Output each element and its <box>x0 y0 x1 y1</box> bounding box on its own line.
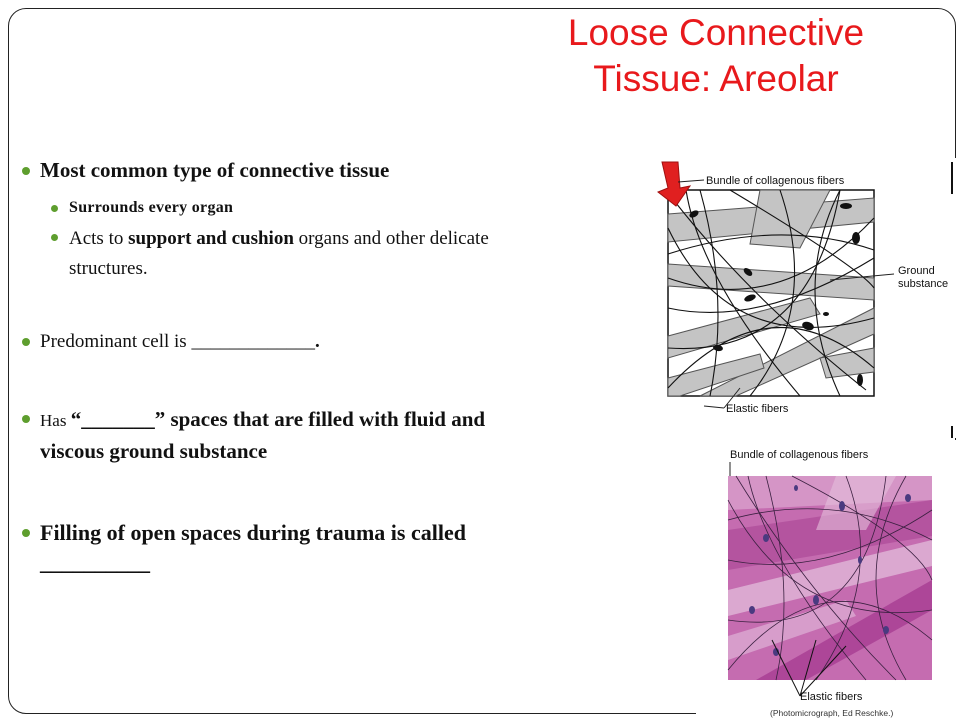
bullet-text: Predominant cell is <box>40 331 192 352</box>
bullet-period: . <box>314 331 320 352</box>
sub-bullet-support <box>50 224 510 284</box>
bullet-text: Surrounds every organ <box>69 199 234 216</box>
micrograph-image <box>728 476 932 680</box>
bullet-text: Filling of open spaces during trauma is called <box>40 520 466 545</box>
micrograph-credit: (Photomicrograph, Ed Reschke.) <box>770 708 894 718</box>
areolar-photomicrograph <box>696 440 960 720</box>
micrograph-label-collagen: Bundle of collagenous fibers <box>730 449 869 461</box>
areolar-line-diagram <box>640 158 956 438</box>
bold-phrase: support and cushion <box>128 228 294 249</box>
bullet-list <box>20 150 510 578</box>
bullet-most-common <box>20 156 510 184</box>
fill-blank: _____________ <box>191 331 315 352</box>
bullet-text: Acts to <box>69 228 129 249</box>
title-line-2: Tissue: Areolar <box>593 58 839 99</box>
sub-bullet-surrounds <box>50 196 510 220</box>
bullet-spaces <box>20 404 510 466</box>
bullet-predominant-cell <box>20 328 510 356</box>
fill-blank: __________ <box>40 550 150 575</box>
diagram-label-collagen: Bundle of collagenous fibers <box>706 175 845 187</box>
diagram-label-ground-1: Ground <box>898 265 935 277</box>
fill-blank: “_______” <box>70 407 166 431</box>
diagram-label-ground-2: substance <box>898 278 949 290</box>
bullet-trauma <box>20 518 510 578</box>
micrograph-label-elastic: Elastic fibers <box>800 691 863 703</box>
bullet-text: Has <box>40 411 71 430</box>
diagram-label-elastic: Elastic fibers <box>726 403 789 415</box>
slide-title <box>496 10 936 102</box>
bullet-text: organs and other delicate structures. <box>69 228 489 279</box>
bullet-text: Most common type of connective tissue <box>40 158 390 182</box>
title-line-1: Loose Connective <box>567 12 865 53</box>
bullet-text: spaces that are filled with fluid and viscous ground substance <box>40 407 486 463</box>
